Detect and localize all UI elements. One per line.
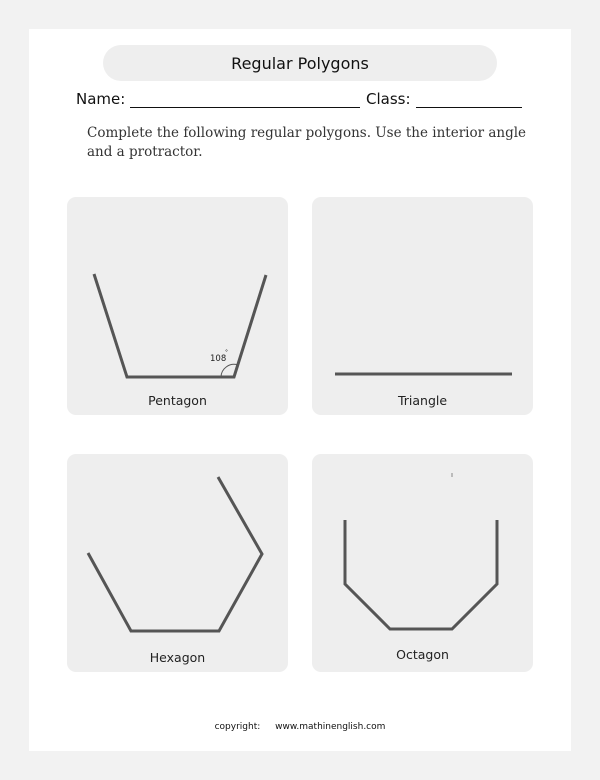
name-blank-line[interactable] [130, 91, 360, 108]
copyright-label: copyright: [214, 722, 261, 732]
hexagon-drawing [67, 454, 288, 672]
name-label: Name: [76, 90, 126, 108]
pentagon-label: Pentagon [148, 393, 207, 408]
hexagon-label: Hexagon [149, 650, 206, 665]
instructions-text: Complete the following regular polygons. Use the interior angle and a protractor. [87, 125, 527, 160]
pentagon-card [67, 197, 288, 415]
triangle-label: Triangle [397, 393, 448, 408]
hexagon-partial-outline [88, 477, 262, 631]
pentagon-angle-degree: ° [225, 349, 228, 356]
triangle-card [312, 197, 533, 415]
octagon-partial-outline [345, 520, 497, 629]
pentagon-partial-outline [94, 274, 266, 377]
hexagon-card [67, 454, 288, 672]
footer [0, 722, 600, 732]
class-blank-line[interactable] [416, 91, 522, 108]
worksheet-title [103, 45, 497, 81]
class-label: Class: [366, 90, 411, 108]
octagon-label: Octagon [396, 647, 449, 662]
pentagon-angle-label: 108 [210, 354, 227, 364]
pentagon-drawing [67, 197, 288, 415]
octagon-card [312, 454, 533, 672]
website-link[interactable]: www.mathinenglish.com [275, 722, 386, 732]
triangle-drawing [312, 197, 533, 415]
octagon-drawing [312, 454, 533, 672]
class-field [366, 88, 522, 108]
worksheet-title-text: Regular Polygons [231, 53, 369, 73]
name-field [76, 88, 360, 108]
